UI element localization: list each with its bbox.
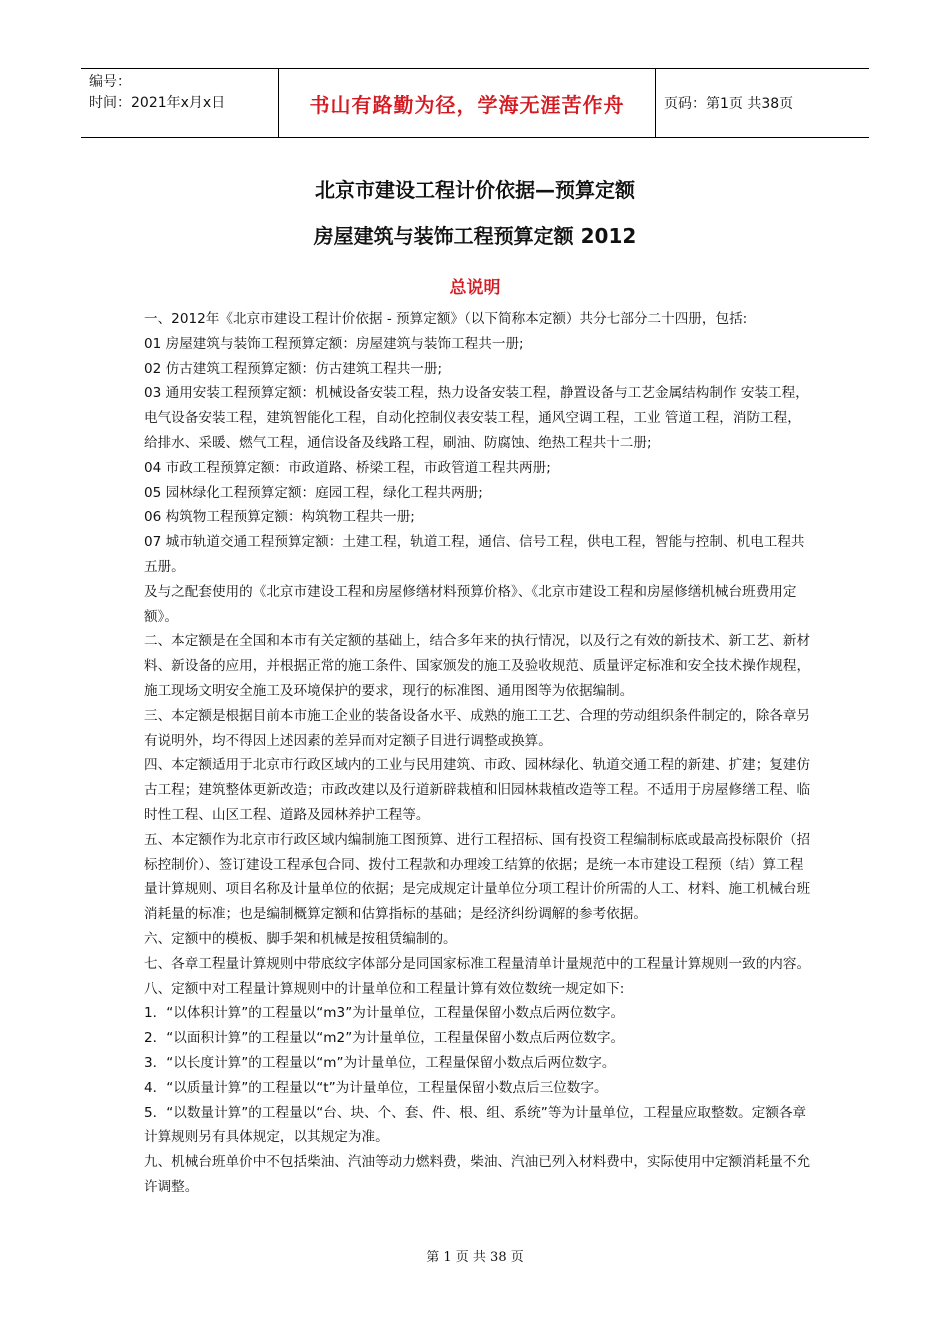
- paragraph: 六、定额中的模板、脚手架和机械是按租赁编制的。: [144, 930, 457, 947]
- paragraph: 03 通用安装工程预算定额：机械设备安装工程，热力设备安装工程，静置设备与工艺金属结构制作 安装工程，电气设备安装工程，建筑智能化工程，自动化控制仪表安装工程，通风空调工程，工业 管道工程，消防工程，给排水、采暖、燃气工程，通信设备及线路工程，刷油、防腐蚀、绝热工程共十二册;: [144, 385, 809, 451]
- paragraph: 及与之配套使用的《北京市建设工程和房屋修缮材料预算价格》、《北京市建设工程和房屋修缮机械台班费用定额》。: [144, 583, 797, 625]
- list-item: 2．“以面积计算”的工程量以“m2”为计量单位，工程量保留小数点后两位数字。: [144, 1030, 625, 1047]
- page-info: 页码：第1页 共38页: [664, 96, 794, 112]
- paragraph: 三、本定额是根据目前本市施工企业的装备设备水平、成熟的施工工艺、合理的劳动组织条件制定的，除各章另有说明外，均不得因上述因素的差异而对定额子目进行调整或换算。: [144, 707, 811, 749]
- document-subtitle: 房屋建筑与装饰工程预算定额 2012: [313, 224, 637, 248]
- paragraph: 二、本定额是在全国和本市有关定额的基础上，结合多年来的执行情况，以及行之有效的新技术、新工艺、新材料、新设备的应用，并根据正常的施工条件、国家颁发的施工及验收规范、质量评定标准和安全技术操作规程，施工现场文明安全施工及环境保护的要求，现行的标准图、通用图等为依据编制。: [144, 633, 811, 699]
- paragraph: 五、本定额作为北京市行政区域内编制施工图预算、进行工程招标、国有投资工程编制标底或最高投标限价（招标控制价）、签订建设工程承包合同、拨付工程款和办理竣工结算的依据；是统一本市建设工程预（结）算工程量计算规则、项目名称及计量单位的依据；是完成规定计量单位分项工程计价所需的人工、材料、施工机械台班消耗量的标准；也是编制概算定额和估算指标的基础；是经济纠纷调解的参考依据。: [144, 831, 811, 923]
- header-left-cell: [81, 69, 279, 137]
- document-title: 北京市建设工程计价依据—预算定额: [315, 178, 635, 202]
- paragraph: 七、各章工程量计算规则中带底纹字体部分是同国家标准工程量清单计量规范中的工程量计算规则一致的内容。: [144, 955, 811, 972]
- paragraph: 01 房屋建筑与装饰工程预算定额：房屋建筑与装饰工程共一册;: [144, 335, 524, 352]
- paragraph: 06 构筑物工程预算定额：构筑物工程共一册;: [144, 509, 415, 526]
- header-table: [81, 68, 869, 138]
- paragraph: 05 园林绿化工程预算定额：庭园工程，绿化工程共两册;: [144, 484, 483, 501]
- paragraph: 02 仿古建筑工程预算定额：仿古建筑工程共一册;: [144, 360, 443, 377]
- paragraph: 九、机械台班单价中不包括柴油、汽油等动力燃料费，柴油、汽油已列入材料费中，实际使用中定额消耗量不允许调整。: [144, 1154, 811, 1195]
- paragraph: 04 市政工程预算定额：市政道路、桥梁工程，市政管道工程共两册;: [144, 459, 551, 476]
- list-item: 5．“以数量计算”的工程量以“台、块、个、套、件、根、组、系统”等为计量单位，工程量应取整数。定额各章计算规则另有具体规定，以其规定为准。: [144, 1104, 807, 1146]
- number-label: 编号：: [89, 74, 131, 90]
- time-label: 时间：2021年x月x日: [89, 95, 226, 111]
- paragraph: 一、2012年《北京市建设工程计价依据 - 预算定额》（以下简称本定额）共分七部分二十四册，包括:: [144, 311, 748, 327]
- paragraph: 八、定额中对工程量计算规则中的计量单位和工程量计算有效位数统一规定如下:: [144, 980, 625, 997]
- motto: 书山有路勤为径，学海无涯苦作舟: [279, 69, 656, 137]
- page-footer: 第 1 页 共 38 页: [426, 1250, 524, 1265]
- list-item: 4．“以质量计算”的工程量以“t”为计量单位，工程量保留小数点后三位数字。: [144, 1079, 608, 1096]
- list-item: 1．“以体积计算”的工程量以“m3”为计量单位，工程量保留小数点后两位数字。: [144, 1005, 625, 1022]
- paragraph: 四、本定额适用于北京市行政区域内的工业与民用建筑、市政、园林绿化、轨道交通工程的新建、扩建；复建仿古工程；建筑整体更新改造；市政改建以及行道新辟栽植和旧园林栽植改造等工程。不适用于房屋修缮工程、临时性工程、山区工程、道路及园林养护工程等。: [144, 757, 811, 823]
- list-item: 3．“以长度计算”的工程量以“m”为计量单位，工程量保留小数点后两位数字。: [144, 1054, 616, 1071]
- paragraph: 07 城市轨道交通工程预算定额：土建工程，轨道工程，通信、信号工程，供电工程，智能与控制、机电工程共五册。: [144, 534, 805, 575]
- body-text: [144, 307, 812, 1200]
- section-heading: 总说明: [449, 278, 501, 298]
